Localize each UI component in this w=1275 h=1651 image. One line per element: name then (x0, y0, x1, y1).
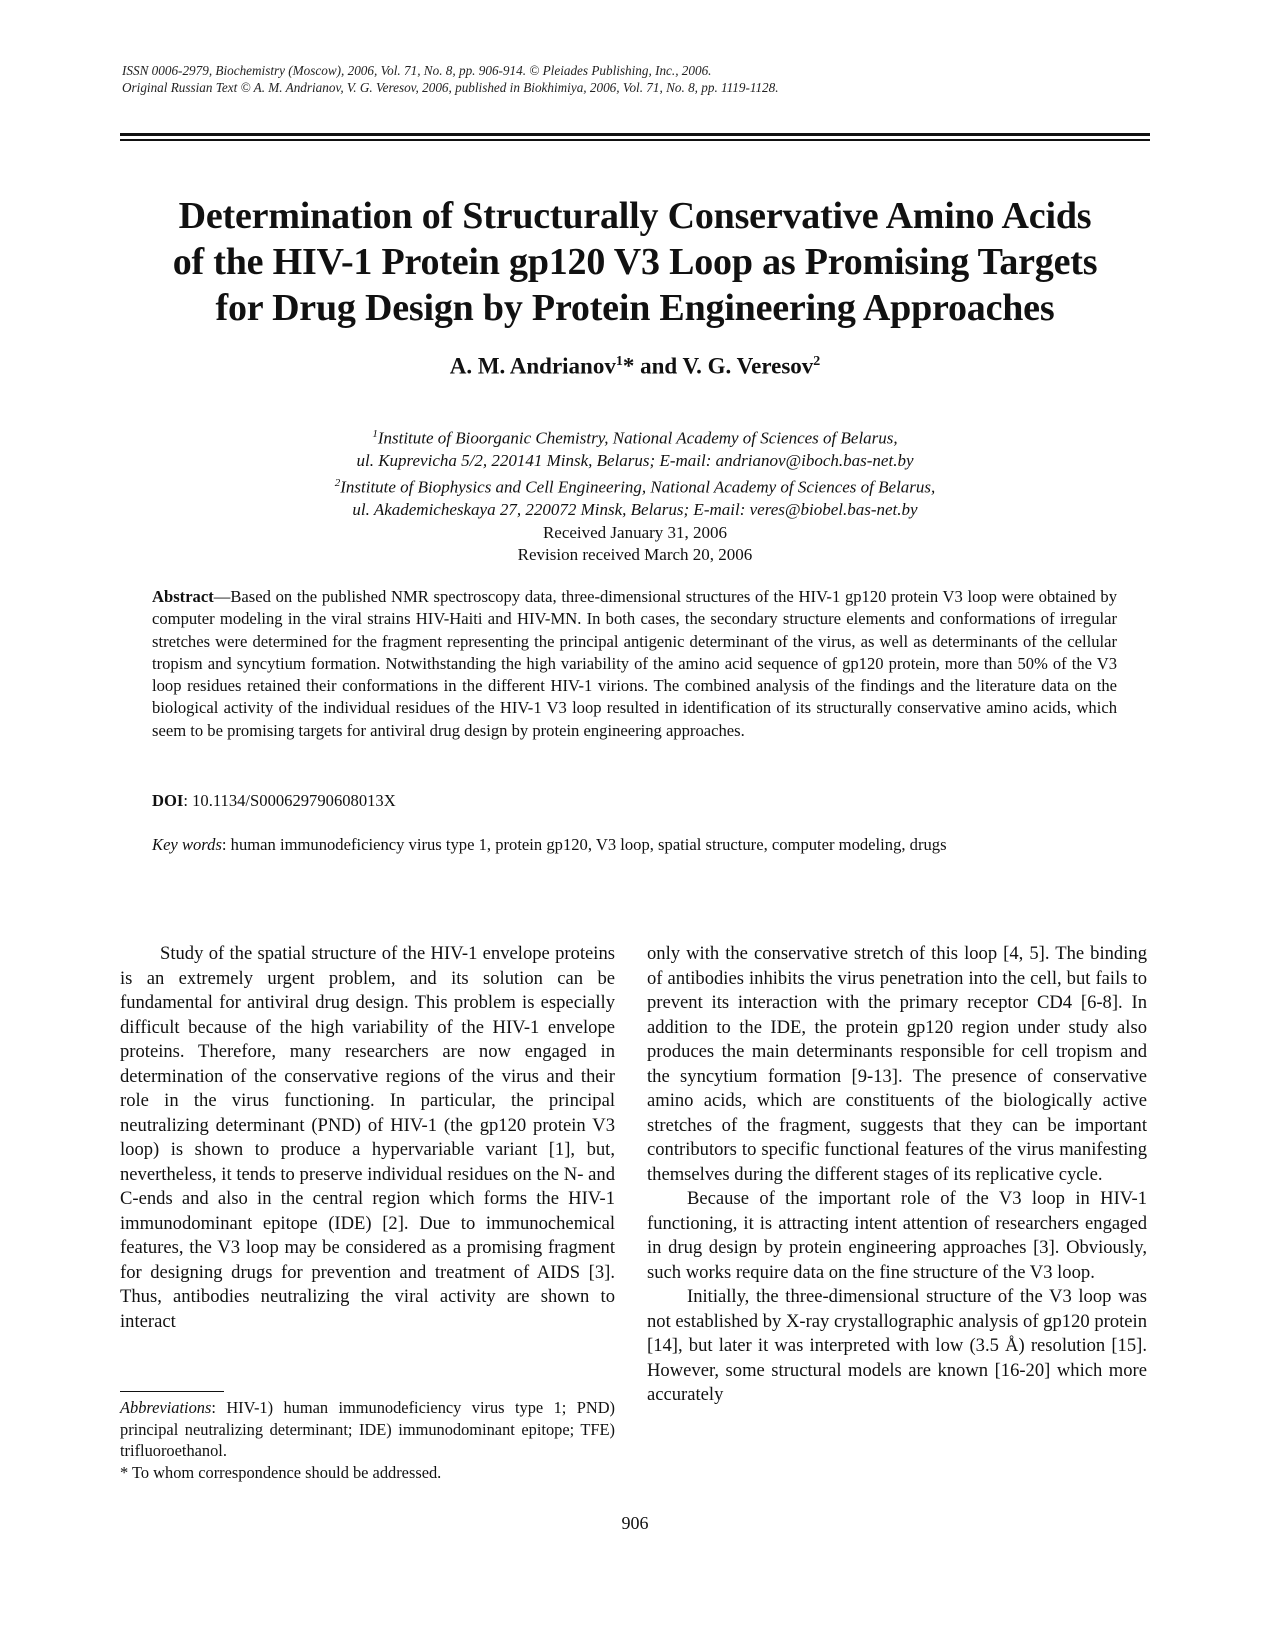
author-connector: and (634, 353, 683, 379)
original-text-line: Original Russian Text © A. M. Andrianov, V. G. Veresov, 2006, published in Biokhimiya, 2006, Vol. 71, No. 8, pp. 1119-1128. (122, 80, 779, 95)
body-column-right (647, 942, 1147, 1408)
footnote-rule (120, 1391, 224, 1392)
title-line-3: for Drug Design by Protein Engineering Approaches (215, 287, 1055, 329)
affil-2-line-2: ul. Akademicheskaya 27, 220072 Minsk, Belarus; E-mail: veres@biobel.bas-net.by (352, 500, 918, 520)
doi-label: DOI (152, 791, 184, 810)
revision-date: Revision received March 20, 2006 (517, 545, 753, 564)
abstract-label: Abstract (152, 587, 214, 606)
affiliations (120, 423, 1150, 522)
body-paragraph: only with the conservative stretch of this loop [4, 5]. The binding of antibodies inhibits the virus penetration into the cell, but fails to prevent its interaction with the primary receptor CD4 [6-8]. In addition to the IDE, the protein gp120 region under study also produces the main determinants responsible for cell tropism and the syncytium formation [9-13]. The presence of conservative amino acids, which are constituents of the biologically active stretches of the fragment, suggests that they can be important contributors to specific functional features of the virus manifesting themselves during the different stages of its replicative cycle. (647, 943, 1147, 1185)
body-paragraph: Initially, the three-dimensional structure of the V3 loop was not established by X-ray crystallographic analysis of gp120 protein [14], but later it was interpreted with low (3.5 Å) resolution [15]. However, some structural models are known [16-20] which more accurately (647, 1286, 1147, 1405)
body-paragraph: Study of the spatial structure of the HIV-1 envelope proteins is an extremely urgent problem, and its solution can be fundamental for antiviral drug design. This problem is especially difficult because of the high variability of the HIV-1 envelope proteins. Therefore, many researchers are now engaged in determination of the conservative regions of the virus and their role in the virus functioning. In particular, the principal neutralizing determinant (PND) of HIV-1 (the gp120 protein V3 loop) is shown to produce a hypervariable variant [1], but, nevertheless, it tends to preserve individual residues on the N- and C-ends and also in the central region which forms the HIV-1 immunodominant epitope (IDE) [2]. Due to immunochemical features, the V3 loop may be considered as a promising fragment for designing drugs for prevention and treatment of AIDS [3]. Thus, antibodies neutralizing the viral activity are shown to interact (120, 943, 615, 1332)
header-rule-thick (120, 133, 1150, 136)
received-dates (120, 522, 1150, 566)
abstract (152, 586, 1117, 742)
keywords-value: : human immunodeficiency virus type 1, protein gp120, V3 loop, spatial structure, computer modeling, drugs (221, 835, 947, 854)
author-1-affil-mark: 1 (615, 354, 623, 369)
affil-2-line-1: Institute of Biophysics and Cell Engineering, National Academy of Sciences of Belarus, (340, 477, 936, 497)
footnotes (120, 1397, 615, 1483)
keywords (152, 834, 1117, 856)
author-2: V. G. Veresov (682, 353, 814, 379)
abbreviations-footnote (120, 1397, 615, 1462)
keywords-label: Key words (152, 835, 222, 854)
body-column-left (120, 942, 615, 1334)
journal-citation-line: ISSN 0006-2979, Biochemistry (Moscow), 2006, Vol. 71, No. 8, pp. 906-914. © Pleiades Publishing, Inc., 2006. (122, 63, 712, 78)
author-list (120, 348, 1150, 381)
correspondence-footnote: * To whom correspondence should be addressed. (120, 1462, 442, 1482)
affil-2-mark: 2 (334, 477, 341, 490)
body-paragraph: Because of the important role of the V3 loop in HIV-1 functioning, it is attracting intent attention of researchers engaged in drug design by protein engineering approaches [3]. Obviously, such works require data on the fine structure of the V3 loop. (647, 1188, 1147, 1283)
affil-1-line-1: Institute of Bioorganic Chemistry, National Academy of Sciences of Belarus, (377, 428, 898, 448)
author-1-corresponding-mark: * (622, 353, 635, 379)
affil-1-mark: 1 (372, 428, 378, 440)
page-number: 906 (621, 1513, 649, 1533)
header-rule-thin (120, 139, 1150, 141)
title-line-1: Determination of Structurally Conservative Amino Acids (178, 195, 1092, 237)
doi (152, 790, 1117, 812)
title-line-2: of the HIV-1 Protein gp120 V3 Loop as Promising Targets (172, 241, 1098, 283)
journal-header (122, 62, 1152, 96)
author-2-affil-mark: 2 (813, 354, 821, 369)
received-date: Received January 31, 2006 (542, 523, 728, 542)
affil-1-line-2: ul. Kuprevicha 5/2, 220141 Minsk, Belarus; E-mail: andrianov@iboch.bas-net.by (356, 450, 914, 470)
author-1: A. M. Andrianov (449, 353, 616, 379)
abstract-text: —Based on the published NMR spectroscopy data, three-dimensional structures of the HIV-1 gp120 protein V3 loop were obtained by computer modeling in the viral strains HIV-Haiti and HIV-MN. In both cases, the secondary structure elements and conformations of irregular stretches were determined for the fragment representing the principal antigenic determinant of the virus, as well as determinants of the cellular tropism and syncytium formation. Notwithstanding the high variability of the amino acid sequence of gp120 protein, more than 50% of the V3 loop residues retained their conformations in the different HIV-1 virions. The combined analysis of the findings and the literature data on the biological activity of the individual residues of the HIV-1 V3 loop resulted in identification of its structurally conservative amino acids, which seem to be promising targets for antiviral drug design by protein engineering approaches. (152, 587, 1117, 740)
doi-value: : 10.1134/S000629790608013X (183, 791, 396, 810)
abbreviations-text: : HIV-1) human immunodeficiency virus type 1; PND) principal neutralizing determinant; IDE) immunodominant epitope; TFE) trifluoroethanol. (120, 1398, 615, 1460)
abbreviations-label: Abbreviations (120, 1398, 212, 1417)
article-title (120, 193, 1150, 331)
